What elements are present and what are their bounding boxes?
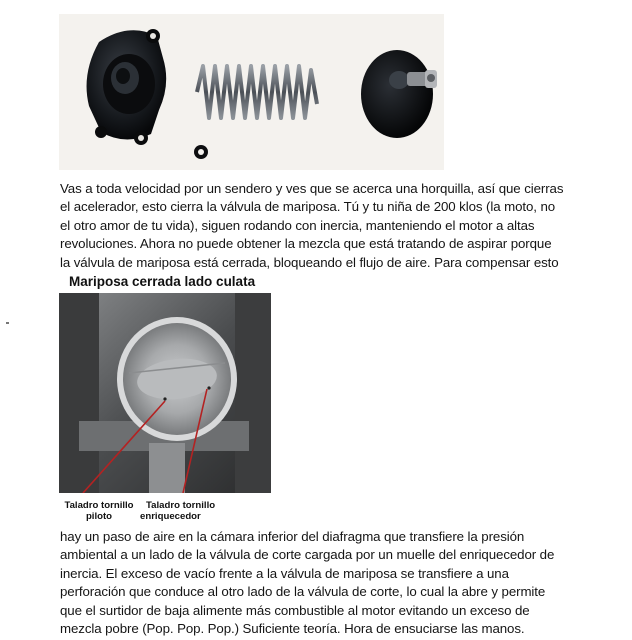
throttle-bore (117, 317, 237, 441)
label-line: enriquecedor (140, 511, 201, 522)
valve-housing (87, 29, 167, 145)
valve-parts-photo (59, 14, 444, 170)
figure-heading: Mariposa cerrada lado culata (69, 274, 256, 289)
text-line: el otro amor de tu vida), siguen rodando con inercia, manteniendo el motor a altas (60, 217, 535, 233)
label-line: Taladro tornillo (146, 500, 216, 511)
text-line: mezcla pobre (Pop. Pop. Pop.) Suficiente teoría. Hora de ensuciarse las manos. (60, 621, 525, 637)
text-line: revoluciones. Ahora no puede obtener la mezcla que está tratando de aspirar porque (60, 236, 552, 252)
label-enrichener-screw (140, 500, 234, 522)
text-line: ambiental a un lado de la válvula de corte cargada por un muelle del enriquecedor de (60, 547, 555, 563)
label-pilot-screw (56, 500, 142, 522)
label-line: piloto (85, 511, 113, 522)
text-line: perforación que conduce al otro lado de la válvula de corte, lo cual la abre y permite (60, 584, 546, 600)
text-line: que el surtidor de baja alimente más combustible al motor evitando un exceso de (60, 602, 530, 618)
spring (197, 66, 317, 118)
stray-mark (6, 322, 9, 324)
text-line: la válvula de mariposa está cerrada, bloqueando el flujo de aire. Para compensar esto (60, 254, 559, 270)
text-line: Vas a toda velocidad por un sendero y ves que se acerca una horquilla, así que cierras (60, 181, 564, 196)
text-line: hay un paso de aire en la cámara inferior del diafragma que transfiere la presión (60, 529, 525, 544)
o-ring (194, 145, 208, 159)
throttle-body-photo (59, 293, 271, 493)
intro-paragraph (60, 180, 590, 272)
text-line: inercia. El exceso de vacío frente a la válvula de mariposa se transfiere a una (60, 565, 509, 581)
text-line: el acelerador, esto cierra la válvula de mariposa. Tú y tu niña de 200 klos (la moto, no (60, 199, 556, 215)
diaphragm-cap (361, 50, 437, 138)
body-paragraph (60, 528, 600, 638)
label-line: Taladro tornillo (64, 500, 134, 511)
